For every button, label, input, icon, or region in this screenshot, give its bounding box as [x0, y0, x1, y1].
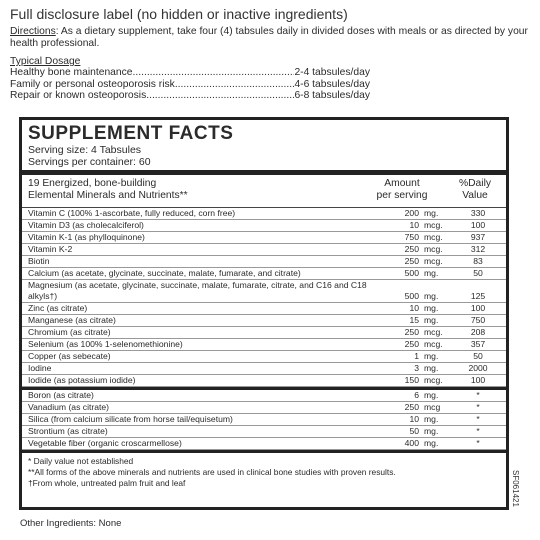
nutrient-amount: 1: [414, 351, 419, 361]
dosage-value: 2-4 tabsules/day: [294, 67, 370, 78]
divider: [22, 450, 506, 453]
column-name-line2: Elemental Minerals and Nutrients**: [28, 190, 188, 201]
nutrient-unit: mg.: [424, 315, 439, 325]
nutrient-row: [22, 256, 506, 268]
nutrient-unit: mg.: [424, 291, 439, 301]
servings-per-container: Servings per container: 60: [28, 156, 151, 168]
dosage-row: [10, 67, 370, 79]
nutrient-row: [22, 363, 506, 375]
nutrient-unit: mcg: [424, 402, 441, 412]
nutrient-name: Magnesium (as acetate, glycinate, succinate, malate, fumarate, citrate, and C16 and C18 alkyls†): [28, 280, 367, 301]
directions: [10, 26, 530, 50]
nutrient-amount: 500: [404, 268, 419, 278]
nutrient-daily-value: *: [476, 414, 480, 424]
nutrient-amount: 6: [414, 390, 419, 400]
nutrient-name: Copper (as sebecate): [28, 351, 111, 361]
nutrient-daily-value: 50: [473, 268, 483, 278]
nutrient-unit: mcg.: [424, 256, 443, 266]
nutrient-row: [22, 375, 506, 387]
dot-leader: [146, 90, 294, 102]
nutrient-unit: mg.: [424, 351, 439, 361]
column-name-line1: 19 Energized, bone-building: [28, 178, 157, 189]
nutrient-amount: 400: [404, 438, 419, 448]
column-dv-line2: Value: [462, 190, 488, 201]
footnotes: [28, 456, 506, 489]
nutrient-unit: mg.: [424, 363, 439, 373]
nutrient-name: Vitamin C (100% 1-ascorbate, fully reduced, corn free): [28, 208, 236, 218]
dosage-value: 4-6 tabsules/day: [294, 78, 370, 90]
nutrient-amount: 15: [409, 315, 419, 325]
nutrient-row: [22, 303, 506, 315]
column-dv-line1: %Daily: [458, 178, 492, 189]
nutrient-amount: 50: [409, 426, 419, 436]
nutrient-amount: 10: [409, 220, 419, 230]
dosage-row: [10, 90, 370, 102]
nutrient-name: Selenium (as 100% 1-selenomethionine): [28, 339, 183, 349]
nutrient-name: Iodide (as potassium iodide): [28, 375, 136, 385]
nutrient-rows-group1: [22, 208, 506, 387]
nutrient-name: Vitamin D3 (as cholecalciferol): [28, 220, 144, 230]
nutrient-row: [22, 390, 506, 402]
nutrient-unit: mg.: [424, 426, 439, 436]
dosage-title: Typical Dosage: [10, 56, 81, 67]
label-header: [10, 6, 530, 102]
nutrient-name: Vitamin K-1 (as phylloquinone): [28, 232, 145, 242]
nutrient-amount: 750: [404, 232, 419, 242]
nutrient-row: [22, 220, 506, 232]
other-ingredients: Other Ingredients: None: [20, 518, 122, 529]
nutrient-amount: 250: [404, 327, 419, 337]
nutrient-row: [22, 339, 506, 351]
disclosure-title: Full disclosure label (no hidden or inactive ingredients): [10, 6, 348, 22]
nutrient-name: Manganese (as citrate): [28, 315, 116, 325]
nutrient-amount: 250: [404, 339, 419, 349]
nutrient-daily-value: 750: [470, 315, 486, 325]
dosage-label: Family or personal osteoporosis risk: [10, 78, 175, 90]
dot-leader: [133, 67, 295, 79]
column-header: [22, 175, 506, 207]
nutrient-daily-value: 330: [470, 208, 486, 218]
dosage-label: Repair or known osteoporosis: [10, 90, 147, 101]
nutrient-row: [22, 268, 506, 280]
nutrient-daily-value: *: [476, 438, 480, 448]
footnote: †From whole, untreated palm fruit and leaf: [28, 478, 186, 488]
nutrient-unit: mg.: [424, 303, 439, 313]
nutrient-row: [22, 327, 506, 339]
nutrient-row: [22, 244, 506, 256]
dot-leader: [175, 79, 295, 91]
dosage-row: [10, 79, 370, 91]
nutrient-unit: mcg.: [424, 220, 443, 230]
nutrient-unit: mg.: [424, 268, 439, 278]
nutrient-amount: 10: [409, 303, 419, 313]
nutrient-unit: mcg.: [424, 339, 443, 349]
nutrient-amount: 500: [404, 291, 419, 301]
nutrient-amount: 200: [404, 208, 419, 218]
nutrient-amount: 3: [414, 363, 419, 373]
nutrient-daily-value: 208: [470, 327, 486, 337]
nutrient-row: [22, 232, 506, 244]
nutrient-daily-value: 100: [470, 303, 486, 313]
column-amount-line2: per serving: [376, 190, 428, 201]
nutrient-daily-value: 83: [473, 256, 483, 266]
nutrient-unit: mcg.: [424, 232, 443, 242]
nutrient-unit: mg.: [424, 414, 439, 424]
lot-code: SF061421: [511, 470, 520, 507]
nutrient-name: Vanadium (as citrate): [28, 402, 110, 412]
column-dv-header: [450, 178, 500, 202]
column-name-header: [28, 178, 188, 202]
dosage-value: 6-8 tabsules/day: [294, 90, 370, 101]
nutrient-daily-value: 312: [470, 244, 486, 254]
nutrient-name: Vegetable fiber (organic croscarmellose): [28, 438, 182, 448]
directions-label: Directions: [10, 26, 56, 37]
nutrient-daily-value: 2000: [468, 363, 488, 373]
nutrient-name: Chromium (as citrate): [28, 327, 111, 337]
supplement-facts-panel: [19, 117, 509, 510]
serving-size: Serving size: 4 Tabsules: [28, 144, 142, 156]
nutrient-daily-value: 125: [470, 291, 486, 301]
nutrient-rows-group2: [22, 390, 506, 450]
nutrient-unit: mg.: [424, 390, 439, 400]
nutrient-amount: 250: [404, 244, 419, 254]
column-amount-header: [367, 178, 437, 202]
nutrient-unit: mg.: [424, 208, 439, 218]
nutrient-name: Silica (from calcium silicate from horse tail/equisetum): [28, 414, 233, 424]
nutrient-daily-value: 937: [470, 232, 486, 242]
footnote: * Daily value not established: [28, 456, 134, 466]
nutrient-name: Calcium (as acetate, glycinate, succinate, malate, fumarate, and citrate): [28, 268, 301, 278]
nutrient-name: Vitamin K-2: [28, 244, 73, 254]
nutrient-amount: 250: [404, 256, 419, 266]
nutrient-daily-value: *: [476, 402, 480, 412]
dosage-label: Healthy bone maintenance: [10, 67, 133, 78]
nutrient-daily-value: 100: [470, 220, 486, 230]
nutrient-daily-value: *: [476, 390, 480, 400]
nutrient-row: [22, 280, 506, 303]
nutrient-amount: 250: [404, 402, 419, 412]
nutrient-row: [22, 414, 506, 426]
nutrient-row: [22, 402, 506, 414]
column-amount-line1: Amount: [384, 178, 420, 189]
nutrient-row: [22, 208, 506, 220]
nutrient-row: [22, 315, 506, 327]
nutrient-daily-value: 50: [473, 351, 483, 361]
nutrient-name: Biotin: [28, 256, 50, 266]
nutrient-row: [22, 438, 506, 450]
nutrient-row: [22, 426, 506, 438]
directions-text: : As a dietary supplement, take four (4) tabsules daily in divided doses with meals or as directed by your health professional.: [10, 26, 528, 49]
nutrient-daily-value: *: [476, 426, 480, 436]
nutrient-name: Boron (as citrate): [28, 390, 94, 400]
nutrient-amount: 150: [404, 375, 419, 385]
nutrient-row: [22, 351, 506, 363]
nutrient-unit: mcg.: [424, 327, 443, 337]
facts-title: SUPPLEMENT FACTS: [28, 123, 234, 144]
nutrient-daily-value: 357: [470, 339, 486, 349]
nutrient-unit: mcg.: [424, 244, 443, 254]
nutrient-amount: 10: [409, 414, 419, 424]
footnote: **All forms of the above minerals and nutrients are used in clinical bone studies with proven results.: [28, 467, 396, 477]
nutrient-unit: mg.: [424, 438, 439, 448]
nutrient-unit: mcg.: [424, 375, 443, 385]
nutrient-name: Zinc (as citrate): [28, 303, 88, 313]
nutrient-daily-value: 100: [470, 375, 486, 385]
nutrient-name: Iodine: [28, 363, 52, 373]
nutrient-name: Strontium (as citrate): [28, 426, 108, 436]
